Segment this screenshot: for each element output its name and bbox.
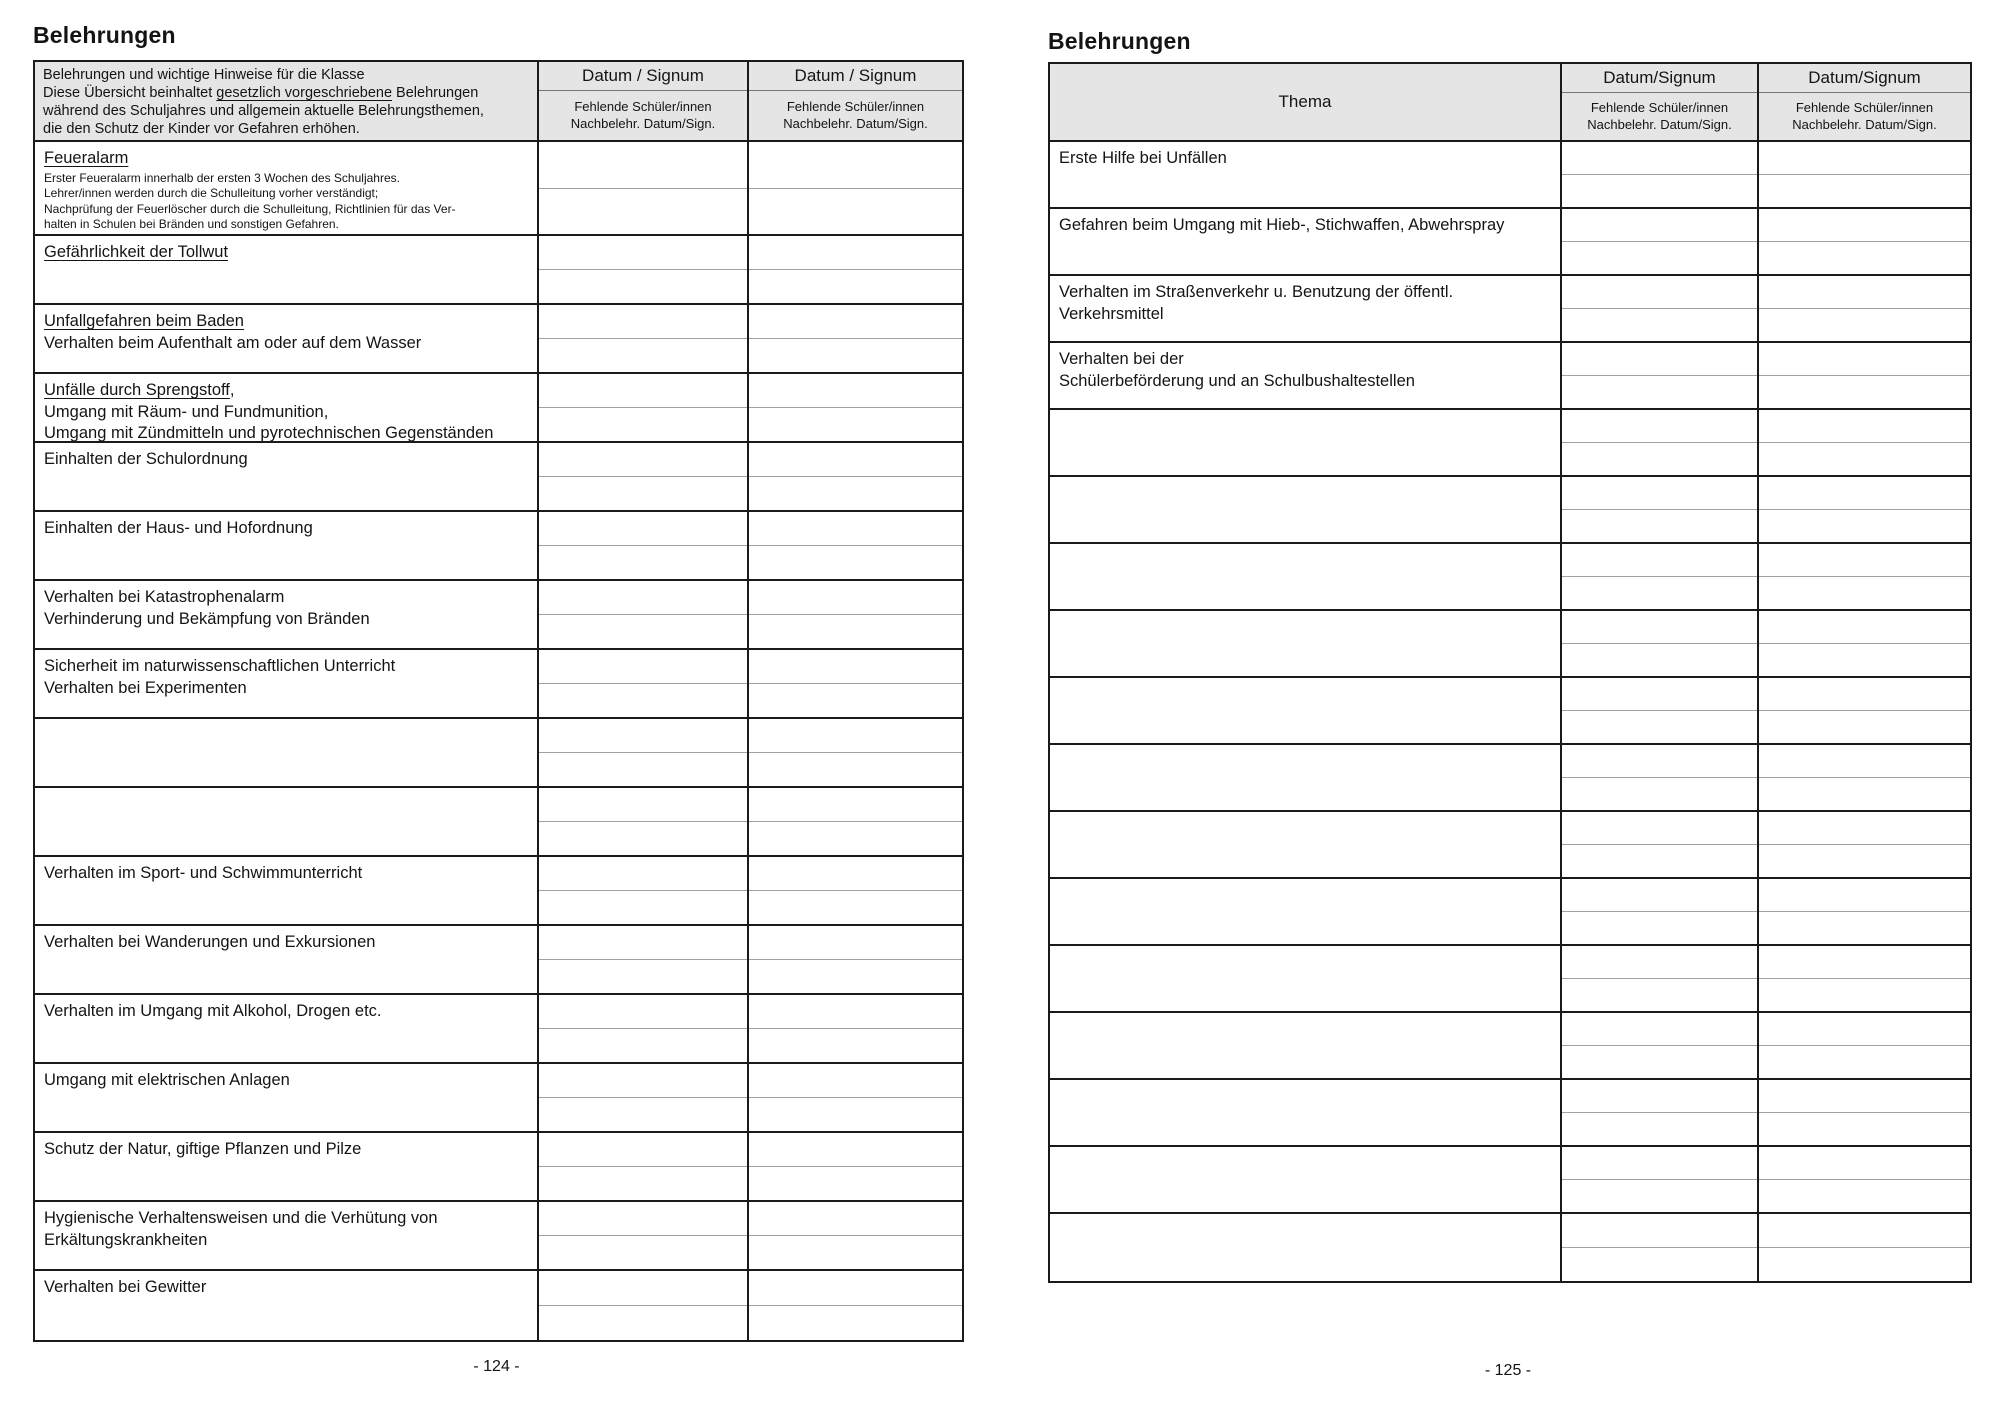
topic-line2: Verhinderung und Bekämpfung von Bränden <box>44 609 370 628</box>
table-row-empty <box>1050 678 1970 745</box>
topic-line3: Umgang mit Zündmitteln und pyrotechnischen Gegenständen <box>44 424 494 441</box>
topic-line2: Verkehrsmittel <box>1059 304 1164 323</box>
datum-signum-cell <box>1562 209 1759 274</box>
datum-signum-cell <box>539 719 749 786</box>
datum-signum-cell <box>1759 946 1970 1011</box>
datum-signum-label: Datum/Signum <box>1759 64 1970 93</box>
datum-signum-cell <box>1759 745 1970 810</box>
briefings-table-left <box>33 60 964 1342</box>
topic-cell <box>1050 1214 1562 1281</box>
datum-signum-cell <box>539 512 749 579</box>
datum-signum-cell <box>749 1133 962 1200</box>
datum-signum-cell <box>1562 276 1759 341</box>
datum-signum-cell <box>1759 678 1970 743</box>
datum-signum-cell <box>1759 343 1970 408</box>
table-row <box>35 443 962 512</box>
datum-signum-cell <box>1562 544 1759 609</box>
topic-title: Unfälle durch Sprengstoff <box>44 381 230 399</box>
page-number-left: - 124 - <box>473 1358 520 1375</box>
table-row <box>35 1271 962 1340</box>
datum-signum-cell <box>1562 812 1759 877</box>
table-row <box>35 142 962 236</box>
table-row-empty <box>35 788 962 857</box>
datum-signum-cell <box>1759 276 1970 341</box>
datum-signum-subtext: Fehlende Schüler/innen Nachbelehr. Datum/Sign. <box>1587 100 1732 132</box>
header-intro-cell <box>35 62 539 140</box>
topic-cell <box>1050 946 1562 1011</box>
datum-signum-cell <box>1562 1214 1759 1281</box>
table-row <box>35 305 962 374</box>
topic-title: Schutz der Natur, giftige Pflanzen und Pilze <box>44 1140 362 1158</box>
header-underlined-phrase: gesetzlich vorgeschriebene <box>216 85 393 101</box>
datum-signum-cell <box>1759 1013 1970 1078</box>
datum-signum-cell <box>749 719 962 786</box>
datum-signum-cell <box>1759 410 1970 475</box>
topic-note: Erster Feueralarm innerhalb der ersten 3 Wochen des Schuljahres. Lehrer/innen werden durch die Schulleitung vorher verständigt; Nachprüfung der Feuerlöscher durch die Schulleitung, Richtlinien für das Ver- halten in Schulen bei Bränden und sonstigen Gefahren. <box>44 170 456 231</box>
datum-signum-cell <box>749 443 962 510</box>
datum-signum-cell <box>539 236 749 303</box>
datum-signum-cell <box>539 788 749 855</box>
topic-cell <box>35 236 539 303</box>
topic-cell <box>1050 1080 1562 1145</box>
datum-signum-header-2 <box>749 62 962 140</box>
header-intro-line2: Diese Übersicht beinhaltet gesetzlich vorgeschriebene Belehrungen <box>43 85 479 101</box>
topic-cell <box>1050 343 1562 408</box>
table-row <box>35 1202 962 1271</box>
datum-signum-cell <box>1759 879 1970 944</box>
topic-line2: Verhalten bei Experimenten <box>44 678 247 697</box>
topic-cell <box>35 443 539 510</box>
datum-signum-cell <box>1759 209 1970 274</box>
topic-title: Sicherheit im naturwissenschaftlichen Unterricht <box>44 657 396 675</box>
datum-signum-cell <box>1759 812 1970 877</box>
topic-cell <box>1050 812 1562 877</box>
datum-signum-subtext: Fehlende Schüler/innen Nachbelehr. Datum/Sign. <box>783 99 928 131</box>
datum-signum-header-2 <box>1759 64 1970 140</box>
topic-cell <box>35 1133 539 1200</box>
datum-signum-cell <box>1562 1013 1759 1078</box>
header-intro-line4: die den Schutz der Kinder vor Gefahren erhöhen. <box>43 121 360 137</box>
table-row <box>35 236 962 305</box>
table-row-empty <box>1050 1214 1970 1281</box>
topic-cell <box>1050 611 1562 676</box>
table-row-empty <box>1050 1147 1970 1214</box>
datum-signum-cell <box>539 581 749 648</box>
topic-cell <box>35 374 539 441</box>
topic-cell <box>1050 745 1562 810</box>
datum-signum-cell <box>749 926 962 993</box>
table-row-empty <box>1050 812 1970 879</box>
datum-signum-cell <box>1562 1080 1759 1145</box>
topic-title: Verhalten bei Gewitter <box>44 1278 207 1296</box>
datum-signum-cell <box>539 857 749 924</box>
datum-signum-cell <box>539 995 749 1062</box>
datum-signum-cell <box>749 374 962 441</box>
datum-signum-cell <box>539 305 749 372</box>
topic-cell <box>1050 209 1562 274</box>
datum-signum-cell <box>749 995 962 1062</box>
table-row-empty <box>1050 946 1970 1013</box>
topic-line2: Verhalten beim Aufenthalt am oder auf dem Wasser <box>44 333 422 352</box>
datum-signum-cell <box>749 1271 962 1340</box>
topic-cell <box>35 1064 539 1131</box>
topic-title: Verhalten bei Katastrophenalarm <box>44 588 285 606</box>
header-intro-line1: Belehrungen und wichtige Hinweise für die Klasse <box>43 67 365 83</box>
table-row <box>1050 142 1970 209</box>
datum-signum-cell <box>539 443 749 510</box>
topic-line2: Schülerbeförderung und an Schulbushaltestellen <box>1059 371 1415 390</box>
table-row <box>35 926 962 995</box>
datum-signum-cell <box>749 236 962 303</box>
topic-title: Verhalten im Sport- und Schwimmunterricht <box>44 864 363 882</box>
table-row-empty <box>1050 544 1970 611</box>
topic-title: Feueralarm <box>44 149 129 167</box>
thema-header-cell: Thema <box>1050 64 1562 140</box>
topic-title: Hygienische Verhaltensweisen und die Verhütung von <box>44 1209 438 1227</box>
topic-cell <box>35 926 539 993</box>
table-row <box>35 650 962 719</box>
table-row-empty <box>1050 611 1970 678</box>
topic-title: Erste Hilfe bei Unfällen <box>1059 149 1227 167</box>
datum-signum-cell <box>1562 745 1759 810</box>
datum-signum-cell <box>1759 1080 1970 1145</box>
topic-cell <box>35 512 539 579</box>
datum-signum-cell <box>749 1202 962 1269</box>
datum-signum-cell <box>749 142 962 234</box>
table-row <box>35 1064 962 1133</box>
topic-line2: Umgang mit Räum- und Fundmunition, <box>44 402 329 421</box>
topic-title: Gefahren beim Umgang mit Hieb-, Stichwaffen, Abwehrspray <box>1059 216 1505 234</box>
topic-cell <box>1050 142 1562 207</box>
topic-cell <box>1050 1147 1562 1212</box>
topic-cell <box>1050 678 1562 743</box>
datum-signum-cell <box>1562 879 1759 944</box>
datum-signum-cell <box>749 581 962 648</box>
table-header-left <box>35 62 962 142</box>
topic-cell <box>1050 879 1562 944</box>
datum-signum-cell <box>1562 1147 1759 1212</box>
topic-title: Umgang mit elektrischen Anlagen <box>44 1071 290 1089</box>
topic-cell <box>1050 1013 1562 1078</box>
datum-signum-cell <box>539 142 749 234</box>
table-header-right <box>1050 64 1970 142</box>
datum-signum-cell <box>539 926 749 993</box>
topic-cell <box>35 719 539 786</box>
datum-signum-cell <box>749 650 962 717</box>
datum-signum-header-1 <box>539 62 749 140</box>
topic-line2: Erkältungskrankheiten <box>44 1230 208 1249</box>
topic-title: Verhalten bei Wanderungen und Exkursionen <box>44 933 376 951</box>
briefings-table-right <box>1048 62 1972 1283</box>
table-row <box>35 374 962 443</box>
datum-signum-cell <box>1562 410 1759 475</box>
datum-signum-cell <box>1759 611 1970 676</box>
topic-title: Einhalten der Schulordnung <box>44 450 248 468</box>
table-row <box>1050 209 1970 276</box>
table-row-empty <box>1050 1013 1970 1080</box>
topic-cell <box>35 650 539 717</box>
topic-cell <box>1050 410 1562 475</box>
datum-signum-subtext: Fehlende Schüler/innen Nachbelehr. Datum/Sign. <box>1792 100 1937 132</box>
datum-signum-cell <box>539 1064 749 1131</box>
datum-signum-cell <box>749 857 962 924</box>
table-row <box>35 512 962 581</box>
page-title-right: Belehrungen <box>1048 28 1191 54</box>
table-row-empty <box>1050 879 1970 946</box>
datum-signum-cell <box>1562 477 1759 542</box>
datum-signum-cell <box>749 1064 962 1131</box>
topic-title-suffix: , <box>229 381 235 399</box>
topic-title: Gefährlichkeit der Tollwut <box>44 243 229 261</box>
datum-signum-cell <box>1562 678 1759 743</box>
page-number-right: - 125 - <box>1484 1362 1532 1379</box>
table-row-empty <box>1050 410 1970 477</box>
table-row <box>1050 343 1970 410</box>
topic-cell <box>35 995 539 1062</box>
topic-cell <box>35 1202 539 1269</box>
datum-signum-cell <box>1759 142 1970 207</box>
datum-signum-cell <box>1562 142 1759 207</box>
datum-signum-label: Datum / Signum <box>749 62 962 91</box>
datum-signum-subtext: Fehlende Schüler/innen Nachbelehr. Datum/Sign. <box>570 99 716 131</box>
table-row-empty <box>1050 1080 1970 1147</box>
topic-cell <box>35 305 539 372</box>
datum-signum-label: Datum / Signum <box>539 62 747 91</box>
page-title-left: Belehrungen <box>33 22 176 48</box>
topic-cell <box>35 1271 539 1340</box>
datum-signum-cell <box>539 1271 749 1340</box>
topic-cell <box>35 788 539 855</box>
datum-signum-cell <box>539 374 749 441</box>
header-intro-line3: während des Schuljahres und allgemein aktuelle Belehrungsthemen, <box>43 103 484 119</box>
datum-signum-label: Datum/Signum <box>1562 64 1757 93</box>
topic-title: Unfallgefahren beim Baden <box>44 312 244 330</box>
datum-signum-cell <box>1562 343 1759 408</box>
table-row-empty <box>1050 745 1970 812</box>
datum-signum-cell <box>1759 544 1970 609</box>
topic-cell <box>1050 477 1562 542</box>
datum-signum-cell <box>1562 611 1759 676</box>
topic-title: Einhalten der Haus- und Hofordnung <box>44 519 313 537</box>
table-row-empty <box>1050 477 1970 544</box>
datum-signum-cell <box>539 1202 749 1269</box>
datum-signum-cell <box>1759 1147 1970 1212</box>
datum-signum-cell <box>749 788 962 855</box>
table-row <box>35 995 962 1064</box>
datum-signum-cell <box>1562 946 1759 1011</box>
table-row <box>35 1133 962 1202</box>
datum-signum-header-1 <box>1562 64 1759 140</box>
datum-signum-cell <box>1759 477 1970 542</box>
datum-signum-cell <box>749 512 962 579</box>
topic-title: Verhalten bei der <box>1059 350 1184 368</box>
datum-signum-cell <box>539 1133 749 1200</box>
table-row-empty <box>35 719 962 788</box>
table-row <box>1050 276 1970 343</box>
topic-cell <box>35 857 539 924</box>
topic-title: Verhalten im Umgang mit Alkohol, Drogen etc. <box>44 1002 382 1020</box>
topic-cell <box>1050 276 1562 341</box>
datum-signum-cell <box>1759 1214 1970 1281</box>
datum-signum-cell <box>539 650 749 717</box>
topic-cell <box>35 142 539 234</box>
topic-title: Verhalten im Straßenverkehr u. Benutzung der öffentl. <box>1059 283 1454 301</box>
table-row <box>35 857 962 926</box>
topic-cell <box>35 581 539 648</box>
table-row <box>35 581 962 650</box>
datum-signum-cell <box>749 305 962 372</box>
topic-cell <box>1050 544 1562 609</box>
